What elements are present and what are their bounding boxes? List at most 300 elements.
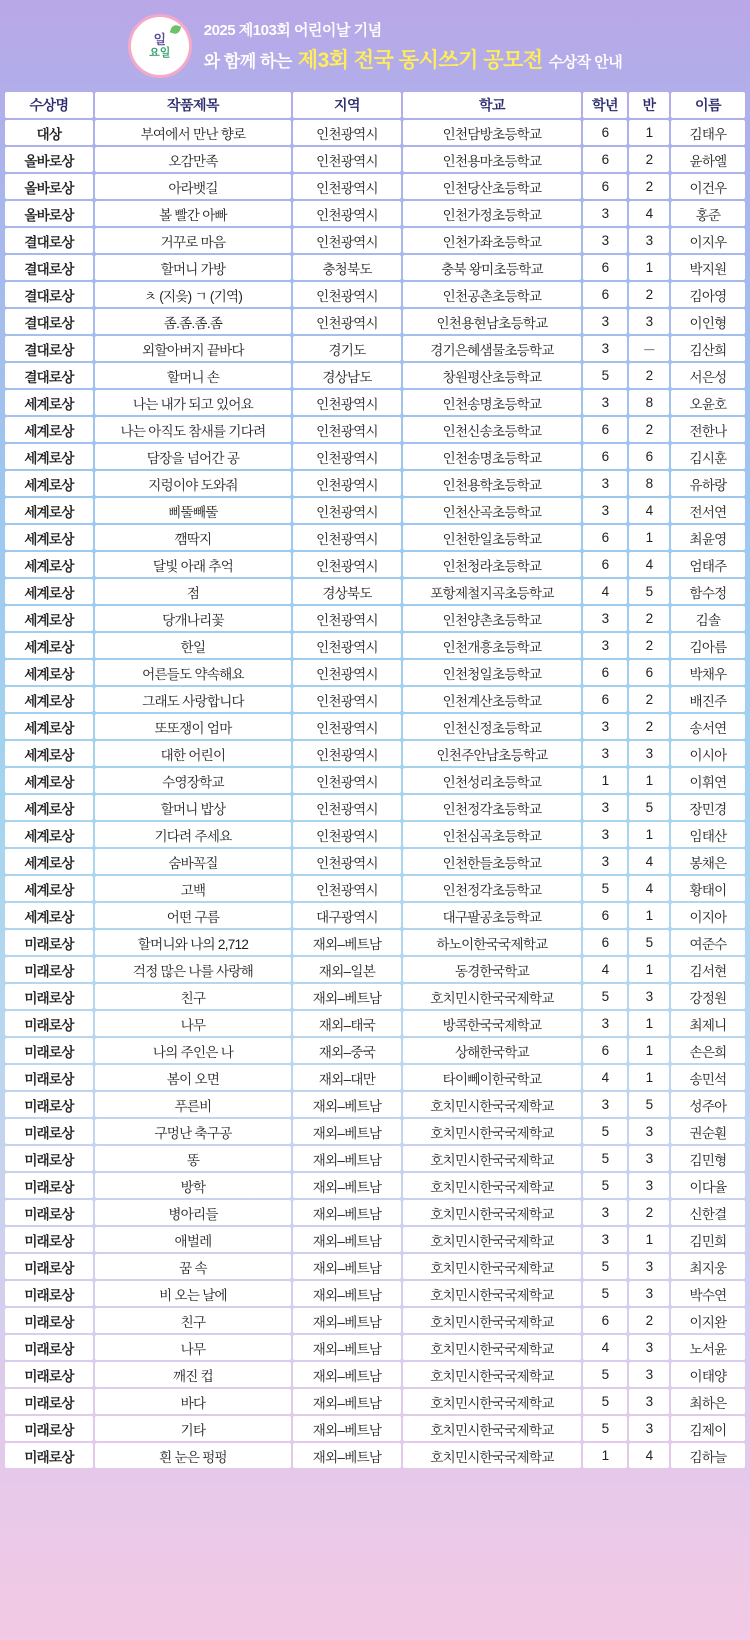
grade-cell: 3 [583,606,627,631]
class-cell: 2 [629,606,669,631]
grade-cell: 3 [583,1011,627,1036]
table-row [5,930,745,955]
student-name-cell: 박수연 [671,1281,745,1306]
grade-cell: 4 [583,579,627,604]
table-row [5,1335,745,1360]
page-title-strong: 제3회 전국 동시쓰기 공모전 [297,48,543,72]
award-name-cell: 미래로상 [5,1173,93,1198]
school-cell: 인천용마초등학교 [403,147,581,172]
school-cell: 인천심곡초등학교 [403,822,581,847]
student-name-cell: 김민희 [671,1227,745,1252]
region-cell: 인천광역시 [293,282,401,307]
grade-cell: 6 [583,120,627,145]
grade-cell: 3 [583,822,627,847]
class-cell: 1 [629,1065,669,1090]
work-title-cell: 오감만족 [95,147,291,172]
work-title-cell: 나무 [95,1011,291,1036]
class-cell: 3 [629,1335,669,1360]
award-name-cell: 미래로상 [5,957,93,982]
table-row [5,903,745,928]
work-title-cell: 구멍난 축구공 [95,1119,291,1144]
page-subtitle: 2025 제103회 어린이날 기념 [203,21,382,39]
award-name-cell: 세계로상 [5,741,93,766]
school-cell: 인천산곡초등학교 [403,498,581,523]
work-title-cell: 고백 [95,876,291,901]
work-title-cell: 외할아버지 끝바다 [95,336,291,361]
table-row [5,471,745,496]
region-cell: 인천광역시 [293,876,401,901]
grade-cell: 1 [583,1443,627,1468]
table-row [5,660,745,685]
school-cell: 인천한일초등학교 [403,525,581,550]
student-name-cell: 최제니 [671,1011,745,1036]
award-name-cell: 올바로상 [5,174,93,199]
table-row [5,1443,745,1468]
col-class: 반 [629,92,669,118]
grade-cell: 3 [583,795,627,820]
work-title-cell: 삐뚤빼뚤 [95,498,291,523]
region-cell: 재외–베트남 [293,1254,401,1279]
work-title-cell: 기다려 주세요 [95,822,291,847]
table-row [5,606,745,631]
grade-cell: 3 [583,1200,627,1225]
school-cell: 인천계산초등학교 [403,687,581,712]
work-title-cell: 점 [95,579,291,604]
class-cell: 2 [629,633,669,658]
table-row [5,1416,745,1441]
region-cell: 인천광역시 [293,606,401,631]
region-cell: 인천광역시 [293,525,401,550]
work-title-cell: 할머니 가방 [95,255,291,280]
region-cell: 인천광역시 [293,228,401,253]
school-cell: 인천용학초등학교 [403,471,581,496]
student-name-cell: 이시아 [671,741,745,766]
region-cell: 재외–베트남 [293,1119,401,1144]
class-cell: 2 [629,1200,669,1225]
table-row [5,201,745,226]
region-cell: 인천광역시 [293,174,401,199]
table-row [5,1254,745,1279]
work-title-cell: 부여에서 만난 향로 [95,120,291,145]
student-name-cell: 전한나 [671,417,745,442]
col-school: 학교 [403,92,581,118]
school-cell: 호치민시한국국제학교 [403,1308,581,1333]
work-title-cell: 아라뱃길 [95,174,291,199]
award-name-cell: 세계로상 [5,903,93,928]
table-row [5,525,745,550]
table-row [5,687,745,712]
class-cell: 4 [629,849,669,874]
region-cell: 재외–중국 [293,1038,401,1063]
award-name-cell: 세계로상 [5,417,93,442]
work-title-cell: 당개나리꽃 [95,606,291,631]
work-title-cell: 좀.좀.좀.좀 [95,309,291,334]
table-row [5,1281,745,1306]
school-cell: 호치민시한국국제학교 [403,1227,581,1252]
school-cell: 동경한국학교 [403,957,581,982]
region-cell: 인천광역시 [293,201,401,226]
school-cell: 인천가좌초등학교 [403,228,581,253]
region-cell: 재외–베트남 [293,1335,401,1360]
work-title-cell: ㅊ (지읒) ㄱ (기역) [95,282,291,307]
student-name-cell: 서은성 [671,363,745,388]
grade-cell: 6 [583,1308,627,1333]
class-cell: 3 [629,1416,669,1441]
region-cell: 대구광역시 [293,903,401,928]
grade-cell: 3 [583,741,627,766]
award-name-cell: 세계로상 [5,390,93,415]
school-cell: 호치민시한국국제학교 [403,1389,581,1414]
table-row [5,417,745,442]
award-name-cell: 세계로상 [5,849,93,874]
work-title-cell: 걱정 많은 나를 사랑해 [95,957,291,982]
page-title-prefix: 와 함께 하는 [203,51,292,71]
grade-cell: 6 [583,930,627,955]
grade-cell: 4 [583,1065,627,1090]
award-name-cell: 미래로상 [5,1146,93,1171]
student-name-cell: 김하늘 [671,1443,745,1468]
grade-cell: 6 [583,1038,627,1063]
work-title-cell: 대한 어린이 [95,741,291,766]
student-name-cell: 이태양 [671,1362,745,1387]
work-title-cell: 친구 [95,1308,291,1333]
class-cell: 3 [629,1254,669,1279]
work-title-cell: 할머니 밥상 [95,795,291,820]
work-title-cell: 할머니와 나의 2,712 [95,930,291,955]
class-cell: 3 [629,309,669,334]
grade-cell: 3 [583,849,627,874]
table-row [5,120,745,145]
grade-cell: 5 [583,1362,627,1387]
class-cell: 3 [629,984,669,1009]
award-name-cell: 미래로상 [5,1443,93,1468]
grade-cell: 6 [583,525,627,550]
school-cell: 인천담방초등학교 [403,120,581,145]
grade-cell: 6 [583,174,627,199]
student-name-cell: 김제이 [671,1416,745,1441]
class-cell: 4 [629,201,669,226]
school-cell: 인천용현남초등학교 [403,309,581,334]
table-row [5,498,745,523]
school-cell: 인천개흥초등학교 [403,633,581,658]
col-award: 수상명 [5,92,93,118]
grade-cell: 3 [583,471,627,496]
work-title-cell: 또또쟁이 엄마 [95,714,291,739]
award-table [3,90,747,1470]
class-cell: 2 [629,282,669,307]
table-row [5,579,745,604]
region-cell: 재외–베트남 [293,1362,401,1387]
region-cell: 재외–태국 [293,1011,401,1036]
class-cell: 4 [629,876,669,901]
table-row [5,1065,745,1090]
class-cell: 1 [629,255,669,280]
region-cell: 인천광역시 [293,741,401,766]
work-title-cell: 나의 주인은 나 [95,1038,291,1063]
region-cell: 재외–베트남 [293,1227,401,1252]
table-row [5,1362,745,1387]
work-title-cell: 나는 내가 되고 있어요 [95,390,291,415]
student-name-cell: 최하은 [671,1389,745,1414]
region-cell: 인천광역시 [293,822,401,847]
table-row [5,768,745,793]
award-name-cell: 세계로상 [5,471,93,496]
class-cell: 1 [629,822,669,847]
col-title: 작품제목 [95,92,291,118]
school-cell: 인천한들초등학교 [403,849,581,874]
student-name-cell: 김산희 [671,336,745,361]
grade-cell: 5 [583,984,627,1009]
class-cell: 4 [629,498,669,523]
class-cell: 6 [629,444,669,469]
region-cell: 인천광역시 [293,498,401,523]
award-name-cell: 결대로상 [5,336,93,361]
table-row [5,1011,745,1036]
table-row [5,714,745,739]
page-header [0,0,750,90]
region-cell: 재외–베트남 [293,1416,401,1441]
school-cell: 호치민시한국국제학교 [403,1092,581,1117]
student-name-cell: 송서연 [671,714,745,739]
work-title-cell: 방학 [95,1173,291,1198]
student-name-cell: 권순훤 [671,1119,745,1144]
event-logo [128,14,192,78]
award-name-cell: 세계로상 [5,795,93,820]
award-name-cell: 미래로상 [5,1092,93,1117]
award-name-cell: 미래로상 [5,1308,93,1333]
region-cell: 인천광역시 [293,633,401,658]
grade-cell: 3 [583,714,627,739]
student-name-cell: 성주아 [671,1092,745,1117]
grade-cell: 5 [583,1254,627,1279]
award-name-cell: 세계로상 [5,768,93,793]
region-cell: 충청북도 [293,255,401,280]
student-name-cell: 송민석 [671,1065,745,1090]
award-name-cell: 세계로상 [5,633,93,658]
student-name-cell: 이인형 [671,309,745,334]
table-row [5,822,745,847]
work-title-cell: 흰 눈은 펑펑 [95,1443,291,1468]
table-row [5,390,745,415]
region-cell: 인천광역시 [293,444,401,469]
table-row [5,444,745,469]
region-cell: 재외–베트남 [293,1308,401,1333]
class-cell: 8 [629,471,669,496]
table-row [5,174,745,199]
region-cell: 재외–베트남 [293,930,401,955]
student-name-cell: 이휘연 [671,768,745,793]
class-cell: 1 [629,120,669,145]
work-title-cell: 지렁이야 도와줘 [95,471,291,496]
school-cell: 호치민시한국국제학교 [403,1416,581,1441]
school-cell: 호치민시한국국제학교 [403,1362,581,1387]
grade-cell: 6 [583,552,627,577]
school-cell: 인천정각초등학교 [403,876,581,901]
work-title-cell: 바다 [95,1389,291,1414]
class-cell: 5 [629,930,669,955]
table-row [5,849,745,874]
grade-cell: 6 [583,687,627,712]
award-name-cell: 미래로상 [5,1254,93,1279]
award-name-cell: 결대로상 [5,309,93,334]
school-cell: 인천성리초등학교 [403,768,581,793]
class-cell: 3 [629,741,669,766]
award-name-cell: 결대로상 [5,228,93,253]
student-name-cell: 홍준 [671,201,745,226]
leaf-icon [169,24,181,36]
award-name-cell: 결대로상 [5,255,93,280]
region-cell: 재외–베트남 [293,1389,401,1414]
award-name-cell: 미래로상 [5,1200,93,1225]
grade-cell: 5 [583,363,627,388]
award-name-cell: 세계로상 [5,687,93,712]
student-name-cell: 신한결 [671,1200,745,1225]
award-name-cell: 미래로상 [5,1038,93,1063]
award-name-cell: 세계로상 [5,876,93,901]
student-name-cell: 이건우 [671,174,745,199]
school-cell: 창원평산초등학교 [403,363,581,388]
school-cell: 인천송명초등학교 [403,390,581,415]
table-row [5,309,745,334]
school-cell: 타이뻬이한국학교 [403,1065,581,1090]
school-cell: 호치민시한국국제학교 [403,984,581,1009]
class-cell: 2 [629,714,669,739]
class-cell: 8 [629,390,669,415]
student-name-cell: 노서윤 [671,1335,745,1360]
school-cell: 호치민시한국국제학교 [403,1119,581,1144]
student-name-cell: 봉채은 [671,849,745,874]
student-name-cell: 김시훈 [671,444,745,469]
table-row [5,795,745,820]
grade-cell: 3 [583,633,627,658]
student-name-cell: 함수정 [671,579,745,604]
award-name-cell: 세계로상 [5,444,93,469]
award-name-cell: 미래로상 [5,1335,93,1360]
region-cell: 인천광역시 [293,120,401,145]
table-row [5,228,745,253]
grade-cell: 3 [583,228,627,253]
work-title-cell: 볼 빨간 아빠 [95,201,291,226]
work-title-cell: 꿈 속 [95,1254,291,1279]
table-row [5,957,745,982]
region-cell: 인천광역시 [293,660,401,685]
region-cell: 인천광역시 [293,552,401,577]
student-name-cell: 여준수 [671,930,745,955]
student-name-cell: 최지웅 [671,1254,745,1279]
work-title-cell: 봄이 오면 [95,1065,291,1090]
table-row [5,1119,745,1144]
class-cell: 3 [629,1173,669,1198]
school-cell: 인천주안남초등학교 [403,741,581,766]
class-cell: 3 [629,1389,669,1414]
award-name-cell: 미래로상 [5,984,93,1009]
award-name-cell: 세계로상 [5,822,93,847]
region-cell: 인천광역시 [293,849,401,874]
region-cell: 인천광역시 [293,309,401,334]
table-row [5,1038,745,1063]
student-name-cell: 임태산 [671,822,745,847]
work-title-cell: 비 오는 날에 [95,1281,291,1306]
class-cell: 3 [629,1281,669,1306]
region-cell: 재외–베트남 [293,1092,401,1117]
table-body [5,120,745,1468]
grade-cell: 5 [583,1281,627,1306]
table-row [5,1173,745,1198]
school-cell: 충북 왕미초등학교 [403,255,581,280]
grade-cell: 5 [583,876,627,901]
grade-cell: 5 [583,1146,627,1171]
table-row [5,633,745,658]
class-cell: 3 [629,1362,669,1387]
grade-cell: 3 [583,390,627,415]
logo-top-text: 일 [153,32,167,47]
school-cell: 호치민시한국국제학교 [403,1335,581,1360]
award-name-cell: 올바로상 [5,201,93,226]
student-name-cell: 김솔 [671,606,745,631]
table-row [5,282,745,307]
col-region: 지역 [293,92,401,118]
region-cell: 인천광역시 [293,687,401,712]
region-cell: 재외–베트남 [293,1281,401,1306]
class-cell: － [629,336,669,361]
school-cell: 인천청일초등학교 [403,660,581,685]
class-cell: 6 [629,660,669,685]
table-row [5,984,745,1009]
class-cell: 1 [629,1227,669,1252]
region-cell: 인천광역시 [293,390,401,415]
class-cell: 5 [629,1092,669,1117]
school-cell: 인천공촌초등학교 [403,282,581,307]
work-title-cell: 친구 [95,984,291,1009]
student-name-cell: 김아름 [671,633,745,658]
table-row [5,1092,745,1117]
grade-cell: 6 [583,903,627,928]
class-cell: 1 [629,903,669,928]
region-cell: 인천광역시 [293,714,401,739]
table-row [5,363,745,388]
work-title-cell: 어떤 구름 [95,903,291,928]
class-cell: 4 [629,552,669,577]
work-title-cell: 달빛 아래 추억 [95,552,291,577]
award-name-cell: 결대로상 [5,363,93,388]
school-cell: 인천신정초등학교 [403,714,581,739]
class-cell: 2 [629,147,669,172]
school-cell: 방콕한국국제학교 [403,1011,581,1036]
col-grade: 학년 [583,92,627,118]
page-title-tail: 수상작 안내 [548,53,623,71]
award-name-cell: 미래로상 [5,1362,93,1387]
grade-cell: 5 [583,1173,627,1198]
school-cell: 인천가정초등학교 [403,201,581,226]
work-title-cell: 똥 [95,1146,291,1171]
award-name-cell: 대상 [5,120,93,145]
award-name-cell: 미래로상 [5,1227,93,1252]
student-name-cell: 이지우 [671,228,745,253]
region-cell: 재외–베트남 [293,1443,401,1468]
class-cell: 1 [629,1011,669,1036]
grade-cell: 1 [583,768,627,793]
student-name-cell: 유하랑 [671,471,745,496]
school-cell: 상해한국학교 [403,1038,581,1063]
region-cell: 재외–일본 [293,957,401,982]
award-name-cell: 세계로상 [5,498,93,523]
region-cell: 경기도 [293,336,401,361]
award-name-cell: 세계로상 [5,606,93,631]
award-name-cell: 세계로상 [5,552,93,577]
student-name-cell: 최윤영 [671,525,745,550]
table-row [5,147,745,172]
class-cell: 3 [629,1146,669,1171]
